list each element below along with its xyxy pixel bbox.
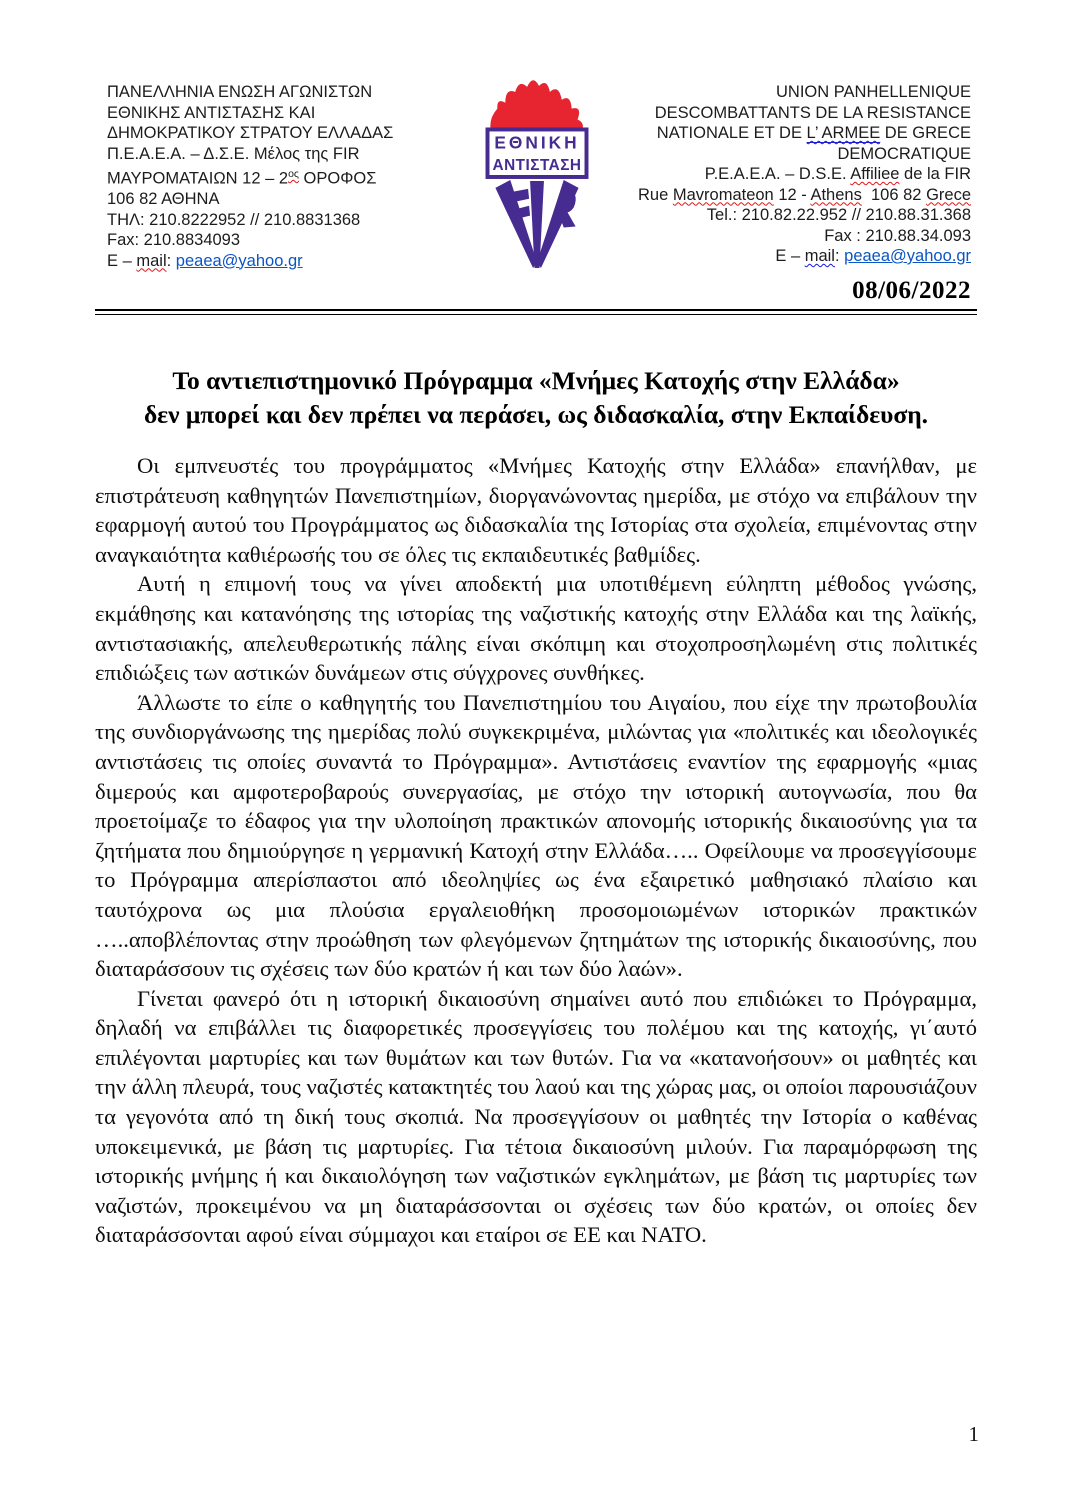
letterhead-text: ΟΡΟΦΟΣ: [298, 169, 377, 188]
letterhead-text: Fax: 210.8834093: [107, 231, 241, 249]
letterhead-line: [107, 82, 393, 103]
letterhead-text: Grece: [926, 185, 971, 204]
letterhead-line: [107, 189, 393, 210]
letterhead-text: mail: [136, 251, 167, 270]
fir-logo-graphic: [477, 76, 597, 274]
email-link[interactable]: peaea@yahoo.gr: [175, 251, 303, 270]
document-date: 08/06/2022: [852, 277, 971, 304]
letterhead-line: [107, 230, 393, 251]
letterhead-text: L’ ARMEE: [806, 124, 881, 142]
letterhead-line: [107, 144, 393, 165]
letterhead-text: 12 -: [773, 185, 811, 204]
letterhead-text: ΔΗΜΟΚΡΑΤΙΚΟΥ ΣΤΡΑΤΟΥ ΕΛΛΑΔΑΣ: [107, 124, 394, 142]
letterhead-text: DEMOCRATIQUE: [837, 144, 971, 163]
email-link[interactable]: peaea@yahoo.gr: [844, 247, 971, 265]
letterhead-line: [638, 82, 971, 103]
letterhead-text: de la FIR: [899, 165, 971, 183]
letterhead-text: Rue: [638, 185, 673, 204]
letterhead-text: ΜΑΥΡΟΜΑΤΑΙΩΝ 12 – 2: [107, 169, 289, 188]
letterhead-text: Affiliee: [850, 165, 900, 183]
flame-icon: [490, 80, 583, 133]
letterhead-text: DE GRECE: [880, 124, 971, 142]
letterhead-text: Mavromateon: [672, 185, 774, 204]
document-body: [95, 451, 977, 1250]
letterhead-line: [638, 144, 971, 165]
letterhead-line: [638, 123, 971, 144]
letterhead-line: [638, 246, 971, 267]
letterhead-line: [107, 251, 393, 272]
letterhead-text: ΠΑΝΕΛΛΗΝΙΑ ΕΝΩΣΗ ΑΓΩΝΙΣΤΩΝ: [107, 83, 373, 101]
title-line-2: δεν μπορεί και δεν πρέπει να περάσει, ως διδασκαλία, στην Εκπαίδευση.: [143, 400, 929, 429]
letterhead-text: DESCOMBATTANTS DE LA RESISTANCE: [654, 103, 971, 122]
letterhead-text: E –: [107, 251, 137, 270]
letterhead-line: [638, 103, 971, 124]
letterhead-text: Fax : 210.88.34.093: [824, 226, 971, 245]
letterhead-greek-block: [107, 82, 393, 271]
letterhead-french-block: [638, 82, 971, 267]
letterhead-line: [638, 185, 971, 206]
body-paragraph: Οι εμπνευστές του προγράμματος «Μνήμες Κατοχής στην Ελλάδα» επανήλθαν, με επιστράτευση καθηγητών Πανεπιστημίων, διοργανώνοντας ημερίδα, με στόχο να επιβάλουν την εφαρμογή αυτού του Προγράμματος ως διδασκαλία της Ιστορίας στα σχολεία, επιμένοντας στην αναγκαιότητα καθιέρωσής του σε όλες τις εκπαιδευτικές βαθμίδες.: [95, 453, 977, 567]
letterhead-text: Tel.: 210.82.22.952 // 210.88.31.368: [706, 206, 971, 224]
letterhead-text: mail: [804, 247, 835, 265]
logo-text-line1: ΕΘΝΙΚΗ: [494, 132, 580, 153]
letterhead-line: [107, 123, 393, 144]
letterhead-text: ΕΘΝΙΚΗΣ ΑΝΤΙΣΤΑΣΗΣ ΚΑΙ: [107, 103, 316, 122]
body-paragraph: Γίνεται φανερό ότι η ιστορική δικαιοσύνη σημαίνει αυτό που επιδιώκει το Πρόγραμμα, δηλαδή να επιβάλλει τις διαφορετικές προσεγγίσεις του πολέμου και της κατοχής, γι΄αυτό επιλέγονται μαρτυρίες και των θυμάτων και των θυτών. Για να «κατανοήσουν» οι μαθητές και την άλλη πλευρά, τους ναζιστές κατακτητές του λαού και της χώρας μας, οι οποίοι παρουσιάζουν τα γεγονότα από τη δική τους σκοπιά. Να προσεγγίσουν οι μαθητές την Ιστορία ο καθένας υποκειμενικά, με βάση τις μαρτυρίες. Για τέτοια δικαιοσύνη μιλούν. Για παραμόρφωση της ιστορικής μνήμης ή και δικαιολόγηση των ναζιστικών εγκλημάτων, με βάση τις μαρτυρίες των ναζιστών, προκειμένου να μη διαταράσσονται οι σχέσεις των δύο κρατών, οι οποίες δεν διαταράσσονται αφού είναι σύμμαχοι και εταίροι σε ΕΕ και ΝΑΤΟ.: [95, 985, 977, 1248]
letterhead-text: UNION PANHELLENIQUE: [776, 83, 971, 101]
title-line-1: Το αντιεπιστημονικό Πρόγραμμα «Μνήμες Κατοχής στην Ελλάδα»: [172, 366, 900, 395]
body-paragraph: Άλλωστε το είπε ο καθηγητής του Πανεπιστημίου του Αιγαίου, που είχε την πρωτοβουλία της συνδιοργάνωσης της ημερίδας πολύ συγκεκριμένα, μιλώντας για «πολιτικές και ιδεολογικές αντιστάσεις τις οποίες συναντά το Πρόγραμμα». Αντιστάσεις εναντίον της εφαρμογής «μιας διμερούς και αμφοτεροβαρούς συνεργασίας, με στόχο την ιστορική αυτογνωσία, που θα προετοίμαζε το έδαφος για την υλοποίηση πρακτικών απονομής ιστορικής δικαιοσύνης για τα ζητήματα που δημιούργησε η γερμανική Κατοχή στην Ελλάδα….. Οφείλουμε να προσεγγίσουμε το Πρόγραμμα απερίσπαστοι από ιδεοληψίες ως ένα εξαιρετικό μαθησιακό πλαίσιο και ταυτόχρονα ως μια πλούσια εργαλειοθήκη προσομοιωμένων ιστορικών πρακτικών …..αποβλέποντας στην προώθηση των φλεγόμενων ζητημάτων της ιστορικής δικαιοσύνης, που διαταράσσουν τις σχέσεις των δύο κρατών ή και των δύο λαών».: [95, 689, 977, 982]
letterhead-line: [107, 210, 393, 231]
body-paragraph: Αυτή η επιμονή τους να γίνει αποδεκτή μια υποτιθέμενη εύληπτη μέθοδος γνώσης, εκμάθησης και κατανόησης της ιστορίας της ναζιστικής κατοχής στην Ελλάδα και της λαϊκής, αντιστασιακής, απελευθερωτικής πάλης είναι σκόπιμη και στοχοπροσηλωμένη στις πολιτικές επιδιώξεις των αστικών δυνάμεων στις σύγχρονες συνθήκες.: [95, 571, 977, 686]
document-title: [95, 364, 977, 432]
letterhead-text: Π.Ε.Α.Ε.Α. – Δ.Σ.Ε. Μέλος της FIR: [107, 144, 360, 163]
letterhead-text: :: [166, 251, 176, 270]
letterhead-text: 106 82 ΑΘΗΝΑ: [107, 190, 220, 208]
letterhead-text: Athens: [810, 185, 862, 204]
letterhead-line: [638, 205, 971, 226]
letterhead-line: [107, 164, 393, 189]
page-number: 1: [968, 1422, 979, 1446]
letterhead-text: P.E.A.E.A. – D.S.E.: [704, 165, 851, 183]
letterhead-text: ος: [288, 168, 299, 180]
logo-text-line2: ΑΝΤΙΣΤΑΣΗ: [492, 157, 582, 175]
letterhead-text: E –: [775, 247, 805, 265]
torch-fir-icon: [495, 180, 578, 268]
letterhead-text: :: [834, 247, 845, 265]
letterhead-line: [107, 103, 393, 124]
letterhead-text: 106 82: [861, 185, 927, 204]
separator-rule: [95, 309, 977, 315]
letterhead-line: [638, 164, 971, 185]
letterhead-line: [638, 226, 971, 247]
letterhead-text: NATIONALE ET DE: [656, 124, 807, 142]
letterhead-text: ΤΗΛ: 210.8222952 // 210.8831368: [107, 210, 361, 229]
fir-logo: [477, 76, 597, 274]
